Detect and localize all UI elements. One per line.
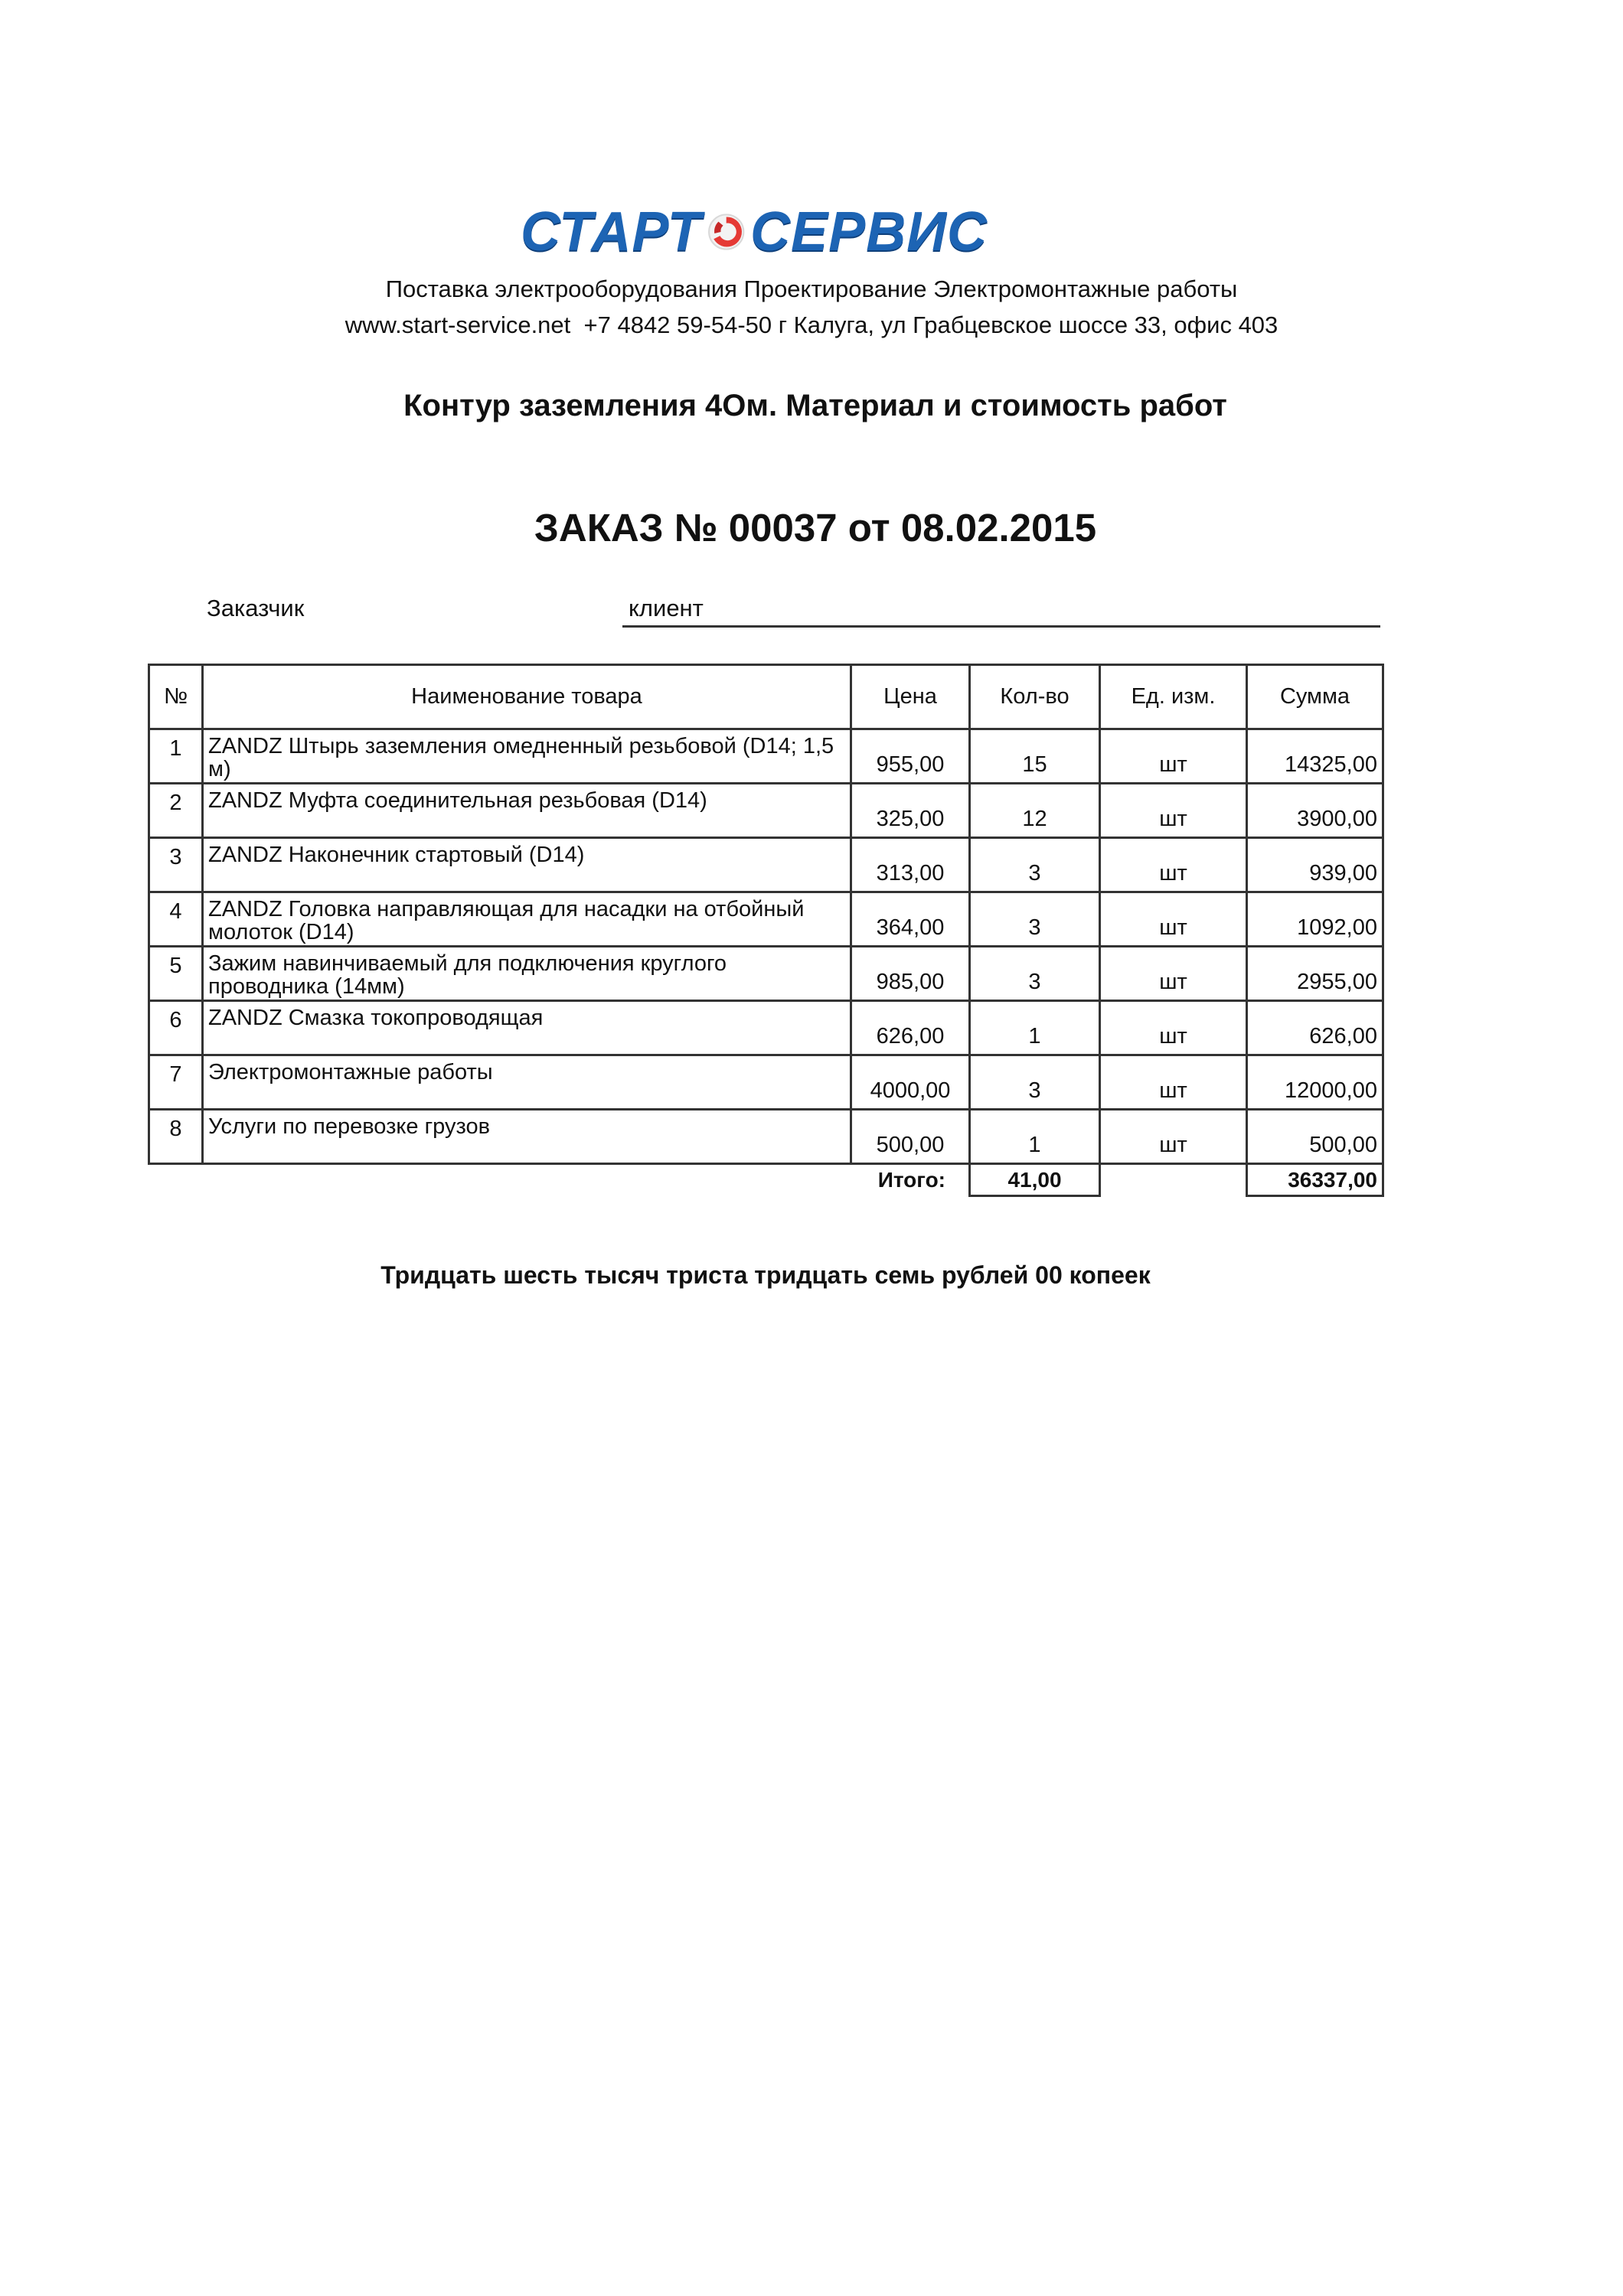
company-tagline: Поставка электрооборудования Проектирование Электромонтажные работы xyxy=(385,276,1238,302)
row-sum: 12000,00 xyxy=(1247,1055,1383,1110)
row-name: Услуги по перевозке грузов xyxy=(203,1110,851,1164)
row-price: 626,00 xyxy=(851,1001,970,1055)
row-sum: 3900,00 xyxy=(1247,784,1383,838)
row-sum: 500,00 xyxy=(1247,1110,1383,1164)
row-qty: 3 xyxy=(970,1055,1100,1110)
row-num: 5 xyxy=(149,947,203,1001)
row-price: 325,00 xyxy=(851,784,970,838)
order-title: ЗАКАЗ № 00037 от 08.02.2015 xyxy=(534,506,1097,550)
row-name: ZANDZ Наконечник стартовый (D14) xyxy=(203,838,851,892)
items-table xyxy=(148,664,1384,1197)
logo-right-word: СЕРВИС xyxy=(750,201,988,263)
row-sum: 626,00 xyxy=(1247,1001,1383,1055)
total-qty: 41,00 xyxy=(970,1164,1100,1196)
row-qty: 1 xyxy=(970,1110,1100,1164)
header-unit: Ед. изм. xyxy=(1100,665,1247,729)
header-sum: Сумма xyxy=(1247,665,1383,729)
row-name: ZANDZ Муфта соединительная резьбовая (D14) xyxy=(203,784,851,838)
amount-in-words: Тридцать шесть тысяч триста тридцать семь рублей 00 копеек xyxy=(380,1261,1151,1289)
header-name: Наименование товара xyxy=(203,665,851,729)
row-num: 3 xyxy=(149,838,203,892)
row-price: 4000,00 xyxy=(851,1055,970,1110)
company-contacts: www.start-service.net +7 4842 59-54-50 г Калуга, ул Грабцевское шоссе 33, офис 403 xyxy=(345,311,1278,338)
table-row xyxy=(149,1055,1383,1110)
header-qty: Кол-во xyxy=(970,665,1100,729)
table-row xyxy=(149,838,1383,892)
total-sum: 36337,00 xyxy=(1247,1164,1383,1196)
table-row xyxy=(149,947,1383,1001)
table-row xyxy=(149,1001,1383,1055)
row-unit: шт xyxy=(1100,1055,1247,1110)
logo-swirl-icon xyxy=(707,204,746,260)
row-num: 8 xyxy=(149,1110,203,1164)
row-price: 955,00 xyxy=(851,729,970,784)
row-qty: 3 xyxy=(970,947,1100,1001)
total-spacer xyxy=(1100,1164,1247,1196)
row-unit: шт xyxy=(1100,784,1247,838)
header-num: № xyxy=(149,665,203,729)
row-num: 4 xyxy=(149,892,203,947)
row-unit: шт xyxy=(1100,838,1247,892)
row-price: 500,00 xyxy=(851,1110,970,1164)
total-label: Итого: xyxy=(877,1168,945,1192)
table-total-row xyxy=(149,1164,1383,1196)
customer-value: клиент xyxy=(622,593,1380,628)
row-num: 7 xyxy=(149,1055,203,1110)
row-name: ZANDZ Штырь заземления омедненный резьбовой (D14; 1,5 м) xyxy=(203,729,851,784)
customer-label: Заказчик xyxy=(207,595,305,621)
row-num: 1 xyxy=(149,729,203,784)
row-qty: 12 xyxy=(970,784,1100,838)
row-name: Электромонтажные работы xyxy=(203,1055,851,1110)
row-num: 2 xyxy=(149,784,203,838)
row-sum: 1092,00 xyxy=(1247,892,1383,947)
table-row xyxy=(149,729,1383,784)
row-sum: 939,00 xyxy=(1247,838,1383,892)
row-unit: шт xyxy=(1100,947,1247,1001)
row-name: Зажим навинчиваемый для подключения круглого проводника (14мм) xyxy=(203,947,851,1001)
company-logo xyxy=(521,197,988,266)
row-sum: 14325,00 xyxy=(1247,729,1383,784)
logo-left-word: СТАРТ xyxy=(521,201,702,263)
header-price: Цена xyxy=(851,665,970,729)
row-num: 6 xyxy=(149,1001,203,1055)
row-name: ZANDZ Головка направляющая для насадки на отбойный молоток (D14) xyxy=(203,892,851,947)
row-qty: 3 xyxy=(970,838,1100,892)
row-unit: шт xyxy=(1100,1001,1247,1055)
table-row xyxy=(149,1110,1383,1164)
row-price: 364,00 xyxy=(851,892,970,947)
table-row xyxy=(149,892,1383,947)
row-name: ZANDZ Смазка токопроводящая xyxy=(203,1001,851,1055)
document-title: Контур заземления 4Ом. Материал и стоимость работ xyxy=(403,389,1227,422)
row-price: 313,00 xyxy=(851,838,970,892)
table-header-row xyxy=(149,665,1383,729)
total-spacer xyxy=(149,1164,203,1196)
row-qty: 3 xyxy=(970,892,1100,947)
row-price: 985,00 xyxy=(851,947,970,1001)
row-unit: шт xyxy=(1100,729,1247,784)
row-qty: 15 xyxy=(970,729,1100,784)
row-unit: шт xyxy=(1100,892,1247,947)
row-sum: 2955,00 xyxy=(1247,947,1383,1001)
row-qty: 1 xyxy=(970,1001,1100,1055)
table-row xyxy=(149,784,1383,838)
row-unit: шт xyxy=(1100,1110,1247,1164)
